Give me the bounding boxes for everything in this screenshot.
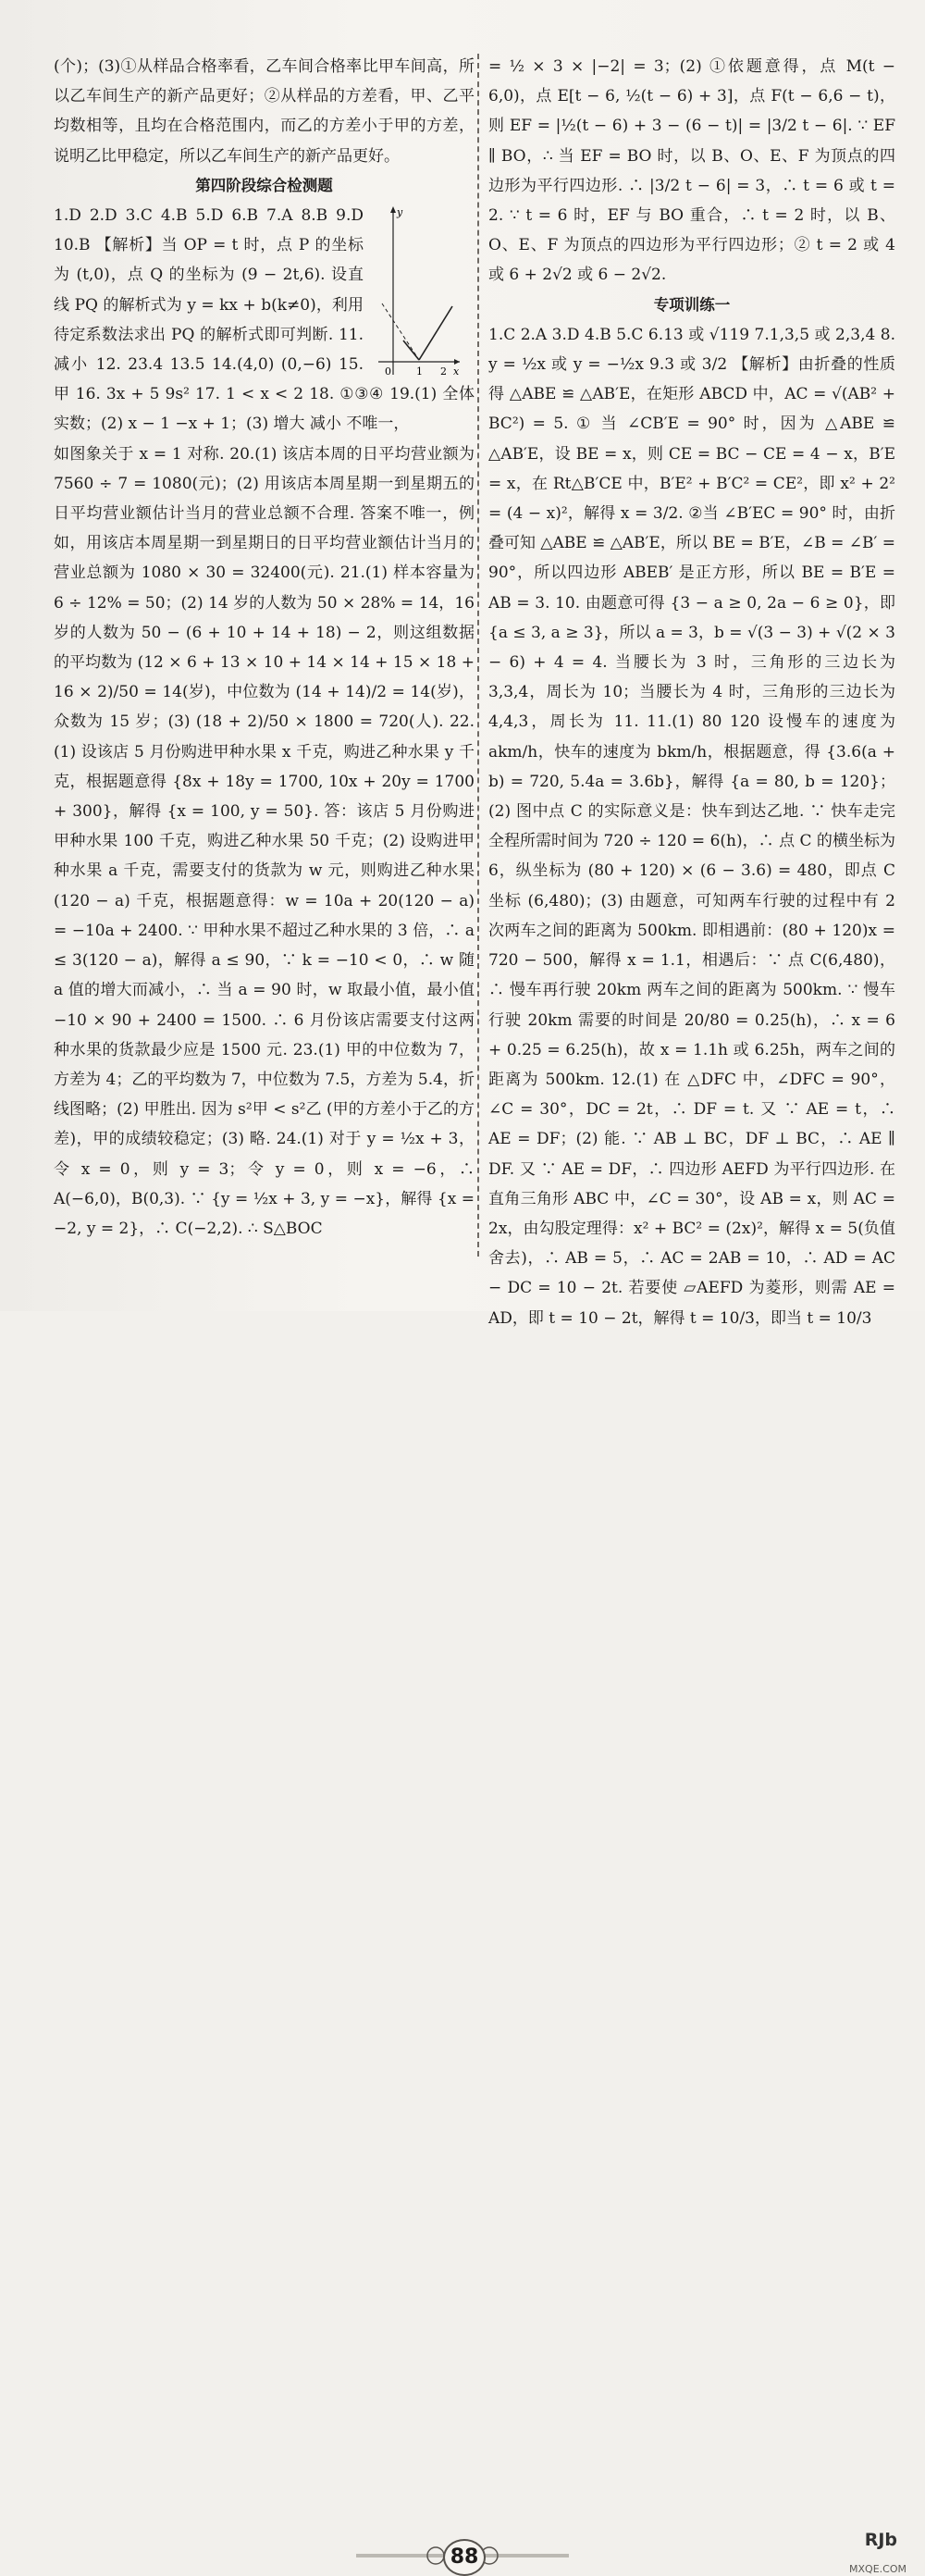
column-divider — [477, 54, 479, 1257]
graph-tick-2: 2 — [440, 365, 447, 378]
section-title-stage4: 第四阶段综合检测题 — [195, 176, 333, 194]
function-graph — [369, 203, 462, 378]
left-paragraph-3: 如图象关于 x = 1 对称. 20.(1) 该店本周的日平均营业额为 7560 ÷ 7 = 1080(元)；(2) 用该店本周星期一到星期五的日平均营业额估计当月的营业总额不合理. 答案不唯一，例如，用该店本周星期一到星期日的日平均营业额估计当月的营业总额为 1080 × 30 = 32400(元). 21.(1) 样本容量为 6 ÷ 12% = 50；(2) 14 岁的人数为 50 × 28% = 14，16 岁的人数为 50 − (6 + 10 + 14 + 18) − 2，则这组数据的平均数为 (12 × 6 + 13 × 10 + 14 × 14 + 15 × 18 + 16 × 2)/50 = 14(岁)，中位数为 (14 + 14)/2 = 14(岁)，众数为 15 岁；(3) (18 + 2)/50 × 1800 = 720(人). 22.(1) 设该店 5 月份购进甲种水果 x 千克，购进乙种水果 y 千克，根据题意得 {8x + 18y = 1700, 10x + 20y = 1700 + 300}，解得 {x = 100, y = 50}. 答：该店 5 月份购进甲种水果 100 千克，购进乙种水果 50 千克；(2) 设购进甲种水果 a 千克，需要支付的货款为 w 元，则购进乙种水果 (120 − a) 千克，根据题意得：w = 10a + 20(120 − a) = −10a + 2400. ∵ 甲种水果不超过乙种水果的 3 倍，∴ a ≤ 3(120 − a)，解得 a ≤ 90，∵ k = −10 < 0，∴ w 随 a 值的增大而减小，∴ 当 a = 90 时，w 取最小值，最小值 −10 × 90 + 2400 = 1500. ∴ 6 月份该店需要支付这两种水果的货款最少应是 1500 元. 23.(1) 甲的中位数为 7，方差为 4；乙的平均数为 7，中位数为 7.5，方差为 5.4，折线图略；(2) 甲胜出. 因为 s²甲 < s²乙 (甲的方差小于乙的方差)，甲的成绩较稳定；(3) 略. 24.(1) 对于 y = ½x + 3，令 x = 0，则 y = 3；令 y = 0，则 x = −6，∴ A(−6,0)，B(0,3). ∵ {y = ½x + 3, y = −x}，解得 {x = −2, y = 2}，∴ C(−2,2). ∴ S△BOC — [54, 444, 475, 1238]
graph-x-arrow — [454, 359, 460, 365]
page-number: 88 — [443, 2539, 486, 2576]
page-footer — [0, 1269, 925, 2575]
graph-y-label: y — [397, 206, 403, 219]
watermark-text: MXQE.COM — [849, 2563, 906, 2575]
section-title-special-training: 专项训练一 — [653, 295, 731, 314]
graph-dashed-line — [382, 303, 419, 360]
right-paragraph-2: 1.C 2.A 3.D 4.B 5.C 6.13 或 √119 7.1,3,5 或 2,3,4 8. y = ½x 或 y = −½x 9.3 或 3/2 【解析】由折叠的性质得 △ABE ≌ △AB′E，在矩形 ABCD 中，AC = √(AB² + BC²) = 5. ① 当 ∠CB′E = 90° 时，因为 △ABE ≌ △AB′E，设 BE = x，则 CE = BC − CE = 4 − x，B′E = x，在 Rt△B′CE 中，B′E² + B′C² = CE²，即 x² + 2² = (4 − x)²，解得 x = 3/2. ②当 ∠B′EC = 90° 时，由折叠可知 △ABE ≌ △AB′E，所以 BE = B′E，∠B = ∠B′ = 90°，所以四边形 ABEB′ 是正方形，所以 BE = B′E = AB = 3. 10. 由题意可得 {3 − a ≥ 0, 2a − 6 ≥ 0}，即 {a ≤ 3, a ≥ 3}，所以 a = 3，b = √(3 − 3) + √(2 × 3 − 6) + 4 = 4. 当腰长为 3 时，三角形的三边长为 3,3,4，周长为 10；当腰长为 4 时，三角形的三边长为 4,4,3，周长为 11. 11.(1) 80 120 设慢车的速度为 akm/h，快车的速度为 bkm/h，根据题意，得 {3.6(a + b) = 720, 5.4a = 3.6b}，解得 {a = 80, b = 120}；(2) 图中点 C 的实际意义是：快车到达乙地. ∵ 快车走完全程所需时间为 720 ÷ 120 = 6(h)，∴ 点 C 的横坐标为 6，纵坐标为 (80 + 120) × (6 − 3.6) = 480，即点 C 坐标 (6,480)；(3) 由题意，可知两车行驶的过程中有 2 次两车之间的距离为 500km. 即相遇前：(80 + 120)x = 720 − 500，解得 x = 1.1，相遇后：∵ 点 C(6,480)，∴ 慢车再行驶 20km 两车之间的距离为 500km. ∵ 慢车行驶 20km 需要的时间是 20/80 = 0.25(h)，∴ x = 6 + 0.25 = 6.25(h)，故 x = 1.1h 或 6.25h，两车之间的距离为 500km. 12.(1) 在 △DFC 中，∠DFC = 90°，∠C = 30°，DC = 2t，∴ DF = t. 又 ∵ AE = t，∴ AE = DF；(2) 能. ∵ AB ⊥ BC，DF ⊥ BC，∴ AE ∥ DF. 又 ∵ AE = DF，∴ 四边形 AEFD 为平行四边形. 在直角三角形 ABC 中，∠C = 30°，设 AB = x，则 AC = 2x，由勾股定理得：x² + BC² = (2x)²，解得 x = 5(负值舍去)，∴ AB = 5，∴ AC = 2AB = 10，∴ AD = AC − DC = 10 − 2t. 若要使 ▱AEFD 为菱形，则需 AE = AD，即 t = 10 − 2t，解得 t = 10/3，即当 t = 10/3 — [488, 325, 895, 1328]
graph-solid-line-left — [403, 341, 419, 360]
graph-origin-label: 0 — [385, 365, 391, 378]
graph-y-arrow — [390, 206, 396, 213]
edition-label: RJb — [864, 2530, 897, 2550]
right-paragraph-1: = ½ × 3 × |−2| = 3；(2) ①依题意得，点 M(t − 6,0)，点 E[t − 6, ½(t − 6) + 3]，点 F(t − 6,6 − t)，则 EF = |½(t − 6) + 3 − (6 − t)| = |3/2 t − 6|. ∵ EF ∥ BO，∴ 当 EF = BO 时，以 B、O、E、F 为顶点的四边形为平行四边形. ∴ |3/2 t − 6| = 3，∴ t = 6 或 t = 2. ∵ t = 6 时，EF 与 BO 重合，∴ t = 2 时，以 B、O、E、F 为顶点的四边形为平行四边形；② t = 2 或 4 或 6 + 2√2 或 6 − 2√2. — [488, 57, 895, 285]
left-paragraph-2: 1.D 2.D 3.C 4.B 5.D 6.B 7.A 8.B 9.D 10.B 【解析】当 OP = t 时，点 P 的坐标为 (t,0)，点 Q 的坐标为 (9 − 2t,6). 设直线 PQ 的解析式为 y = kx + b(k≠0)，利用待定系数法求出 PQ 的解析式即可判断. 11. 减小 12. 23.4 13.5 14.(4,0) (0,−6) 15. 甲 16. 3x + 5 9s² 17. 1 < x < 2 18. ①③④ 19.(1) 全体实数；(2) x − 1 −x + 1；(3) 增大 减小 不唯一， — [54, 206, 475, 434]
graph-solid-line — [419, 306, 452, 360]
graph-tick-1: 1 — [416, 365, 423, 378]
right-column — [488, 52, 895, 1333]
left-column — [54, 52, 475, 1244]
left-paragraph-1: (个)；(3)①从样品合格率看，乙车间合格率比甲车间高，所以乙车间生产的新产品更好；②从样品的方差看，甲、乙平均数相等，且均在合格范围内，而乙的方差小于甲的方差，说明乙比甲稳定，所以乙车间生产的新产品更好。 — [54, 57, 475, 166]
graph-x-label: x — [453, 365, 460, 378]
